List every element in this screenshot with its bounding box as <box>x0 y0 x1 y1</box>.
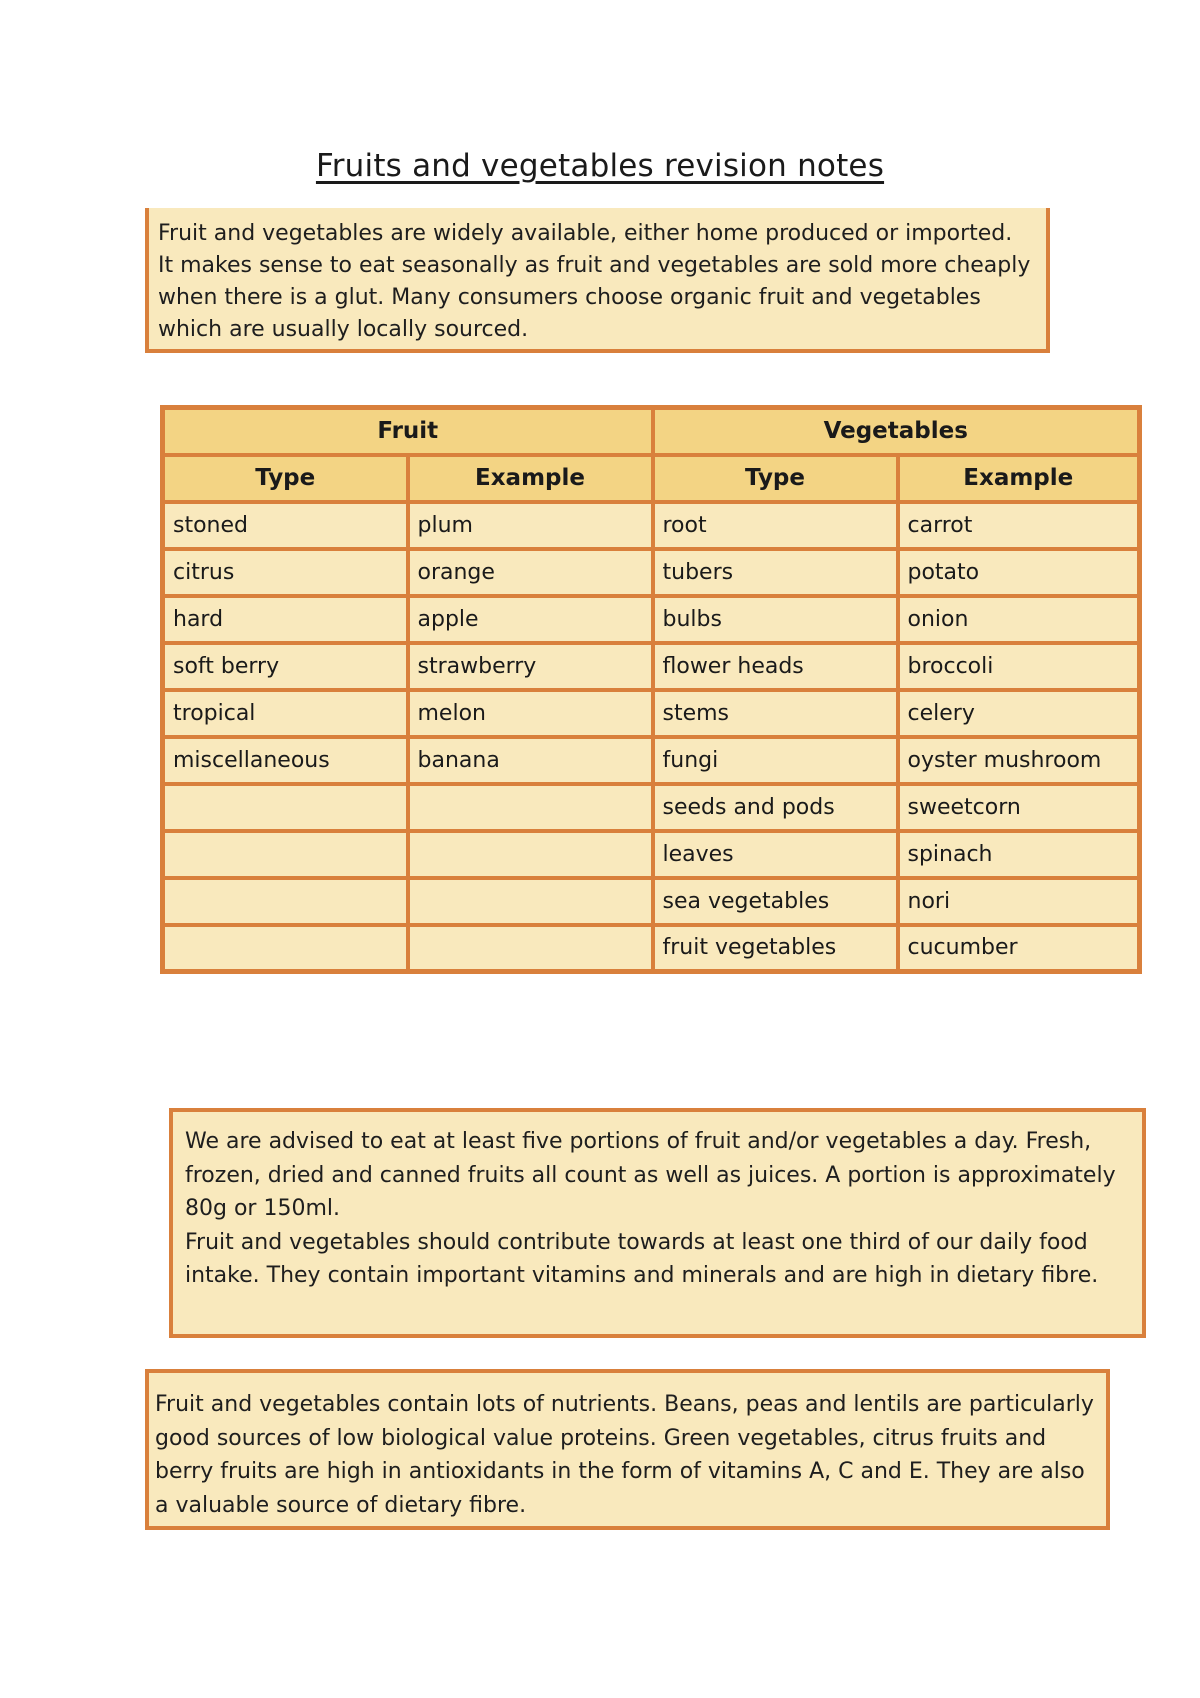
vegetable-type-cell: sea vegetables <box>653 878 898 925</box>
table-body <box>163 502 1140 972</box>
fruit-type-cell: tropical <box>163 690 408 737</box>
fruit-type-cell: hard <box>163 596 408 643</box>
fruit-example-cell <box>408 878 653 925</box>
vegetable-example-cell: onion <box>898 596 1140 643</box>
vegetable-type-cell: tubers <box>653 549 898 596</box>
fruit-vegetables-table <box>160 405 1142 974</box>
intro-text: Fruit and vegetables are widely available, either home produced or imported. It makes sense to eat seasonally as fruit and vegetables are sold more cheaply when there is a glut. Many consumers choose organic fruit and vegetables which are usually locally sourced. <box>158 221 1031 342</box>
fruit-type-cell: citrus <box>163 549 408 596</box>
fruit-example-cell <box>408 784 653 831</box>
vegetable-type-cell: flower heads <box>653 643 898 690</box>
vegetable-example-cell: celery <box>898 690 1140 737</box>
column-header-fruit-example: Example <box>408 455 653 502</box>
fruit-type-cell <box>163 784 408 831</box>
page-title: Fruits and vegetables revision notes <box>315 148 885 184</box>
column-header-fruit-type: Type <box>163 455 408 502</box>
vegetable-example-cell: spinach <box>898 831 1140 878</box>
intro-box <box>145 208 1050 353</box>
column-header-vegetable-example: Example <box>898 455 1140 502</box>
vegetable-example-cell: nori <box>898 878 1140 925</box>
fruit-example-cell: melon <box>408 690 653 737</box>
vegetable-type-cell: fungi <box>653 737 898 784</box>
group-header-fruit: Fruit <box>163 408 653 455</box>
fruit-type-cell: stoned <box>163 502 408 549</box>
column-header-row <box>163 455 1140 502</box>
advice-text-intake: Fruit and vegetables should contribute towards at least one third of our daily food intake. They contain important vitamins and minerals and are high in dietary fibre. <box>185 1229 1099 1288</box>
fruit-example-cell: orange <box>408 549 653 596</box>
table-row <box>163 596 1140 643</box>
table-row <box>163 549 1140 596</box>
table-row <box>163 784 1140 831</box>
vegetable-example-cell: broccoli <box>898 643 1140 690</box>
fruit-example-cell: banana <box>408 737 653 784</box>
fruit-example-cell: strawberry <box>408 643 653 690</box>
vegetable-type-cell: stems <box>653 690 898 737</box>
vegetable-example-cell: sweetcorn <box>898 784 1140 831</box>
fruit-type-cell: soft berry <box>163 643 408 690</box>
vegetable-type-cell: fruit vegetables <box>653 925 898 972</box>
advice-box <box>169 1108 1146 1338</box>
vegetable-type-cell: bulbs <box>653 596 898 643</box>
fruit-example-cell <box>408 925 653 972</box>
column-header-vegetable-type: Type <box>653 455 898 502</box>
group-header-row <box>163 408 1140 455</box>
nutrients-box <box>145 1369 1110 1530</box>
fruit-example-cell: plum <box>408 502 653 549</box>
fruit-type-cell: miscellaneous <box>163 737 408 784</box>
fruit-type-cell <box>163 925 408 972</box>
vegetable-example-cell: oyster mushroom <box>898 737 1140 784</box>
vegetable-example-cell: cucumber <box>898 925 1140 972</box>
table-row <box>163 925 1140 972</box>
vegetable-type-cell: seeds and pods <box>653 784 898 831</box>
fruit-example-cell: apple <box>408 596 653 643</box>
fruit-type-cell <box>163 831 408 878</box>
nutrients-text: Fruit and vegetables contain lots of nutrients. Beans, peas and lentils are particularly good sources of low biological value proteins. Green vegetables, citrus fruits and berry fruits are high in antioxidants in the form of vitamins A, C and E. They are also a valuable source of dietary fibre. <box>155 1392 1094 1518</box>
vegetable-example-cell: potato <box>898 549 1140 596</box>
fruit-type-cell <box>163 878 408 925</box>
fruit-example-cell <box>408 831 653 878</box>
table-row <box>163 690 1140 737</box>
vegetable-example-cell: carrot <box>898 502 1140 549</box>
table-row <box>163 831 1140 878</box>
advice-text-portions: We are advised to eat at least five portions of fruit and/or vegetables a day. Fresh, frozen, dried and canned fruits all count as well as juices. A portion is approximately 80g or 150ml. <box>185 1129 1116 1221</box>
table-row <box>163 878 1140 925</box>
table-row <box>163 643 1140 690</box>
vegetable-type-cell: leaves <box>653 831 898 878</box>
table-row <box>163 737 1140 784</box>
group-header-vegetables: Vegetables <box>653 408 1140 455</box>
table-row <box>163 502 1140 549</box>
vegetable-type-cell: root <box>653 502 898 549</box>
